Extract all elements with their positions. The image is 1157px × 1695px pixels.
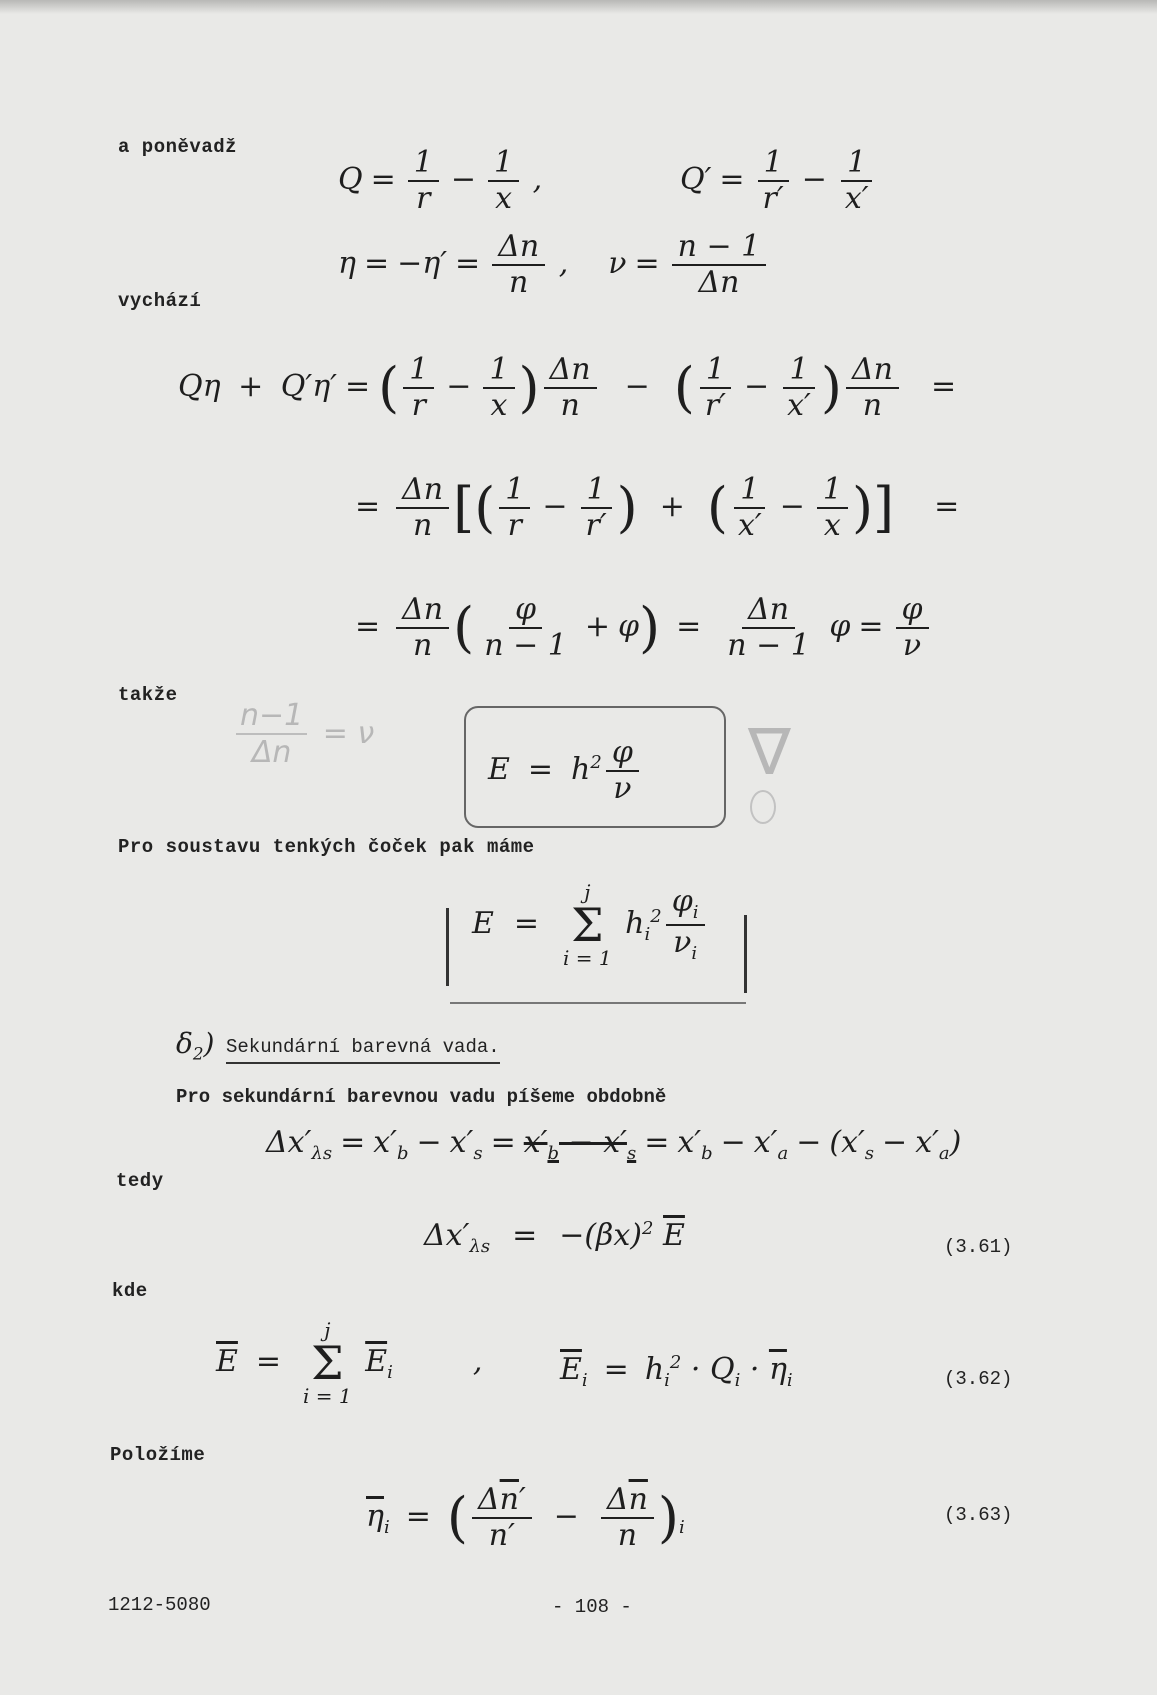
equation-Q-definition: Q = $\frac{1}{r}$ − $\frac{1}{x}$ ,: [338, 145, 543, 216]
equation-Q-eta-sum: Qη + Q′η′ = ( $\frac{1}{r}$ − $\frac{1}{x}$ ) $\frac{\Delta n}{n}$ − ( $\frac{1}{r'}$ − $\frac{1}{x'}$ ) $\frac{\Delta n}{n}$ =: [178, 352, 957, 423]
footer-page-number: - 108 -: [552, 1596, 632, 1618]
label-takze: takže: [118, 684, 178, 706]
equation-E-system: E = j Σ i = 1 $h_i^2$ $\frac{\varphi_i}{\nu_i}$: [472, 882, 709, 968]
label-polozime: Položíme: [110, 1444, 206, 1466]
equation-delta-x-result: $\Delta x'_{\lambda s} = -(\beta x)^2$ $\overline{E}$: [424, 1218, 685, 1257]
pencil-note-circle-icon: [750, 790, 776, 824]
equation-bracket-form: = $\frac{\Delta n}{n}$ [( $\frac{1}{r}$ − $\frac{1}{r'}$ ) + ( $\frac{1}{x'}$ − $\frac{1}{x}$ )] =: [355, 472, 960, 543]
equation-E-bar-sum: $\overline{E}$ = j Σ i = 1 $\overline{E}_i$ ,: [216, 1318, 483, 1408]
bracket-left: [446, 908, 449, 986]
equation-phi-form: = $\frac{\Delta n}{n}$ ( $\frac{\varphi}{n - 1}$ + φ) = $\frac{\Delta n}{n - 1}$ φ = $\frac{\varphi}{\nu}$: [355, 595, 933, 661]
section-marker-delta2: $\delta_2$): [176, 1027, 215, 1064]
equation-Q-prime-definition: Q′ = $\frac{1}{r'}$ − $\frac{1}{x'}$: [680, 148, 879, 214]
equation-delta-x-definition: $\Delta x'_{\lambda s} = x'_b - x'_s = x'_b - x'_s = x'_b - x'_a - (x'_s - x'_a)$: [266, 1125, 962, 1164]
underline-sum-equation: [450, 1002, 746, 1004]
label-tedy: tedy: [116, 1170, 164, 1192]
equation-E-bar-i: $\overline{E}_i = h_i^2 \cdot Q_i \cdot \overline{\eta}_i$: [560, 1352, 793, 1391]
equation-E-single-lens: $E = h^2$ $\frac{\varphi}{\nu}$: [488, 738, 643, 804]
equation-eta-nu: η = −η′ = $\frac{\Delta n}{n}$ , ν = $\frac{n - 1}{\Delta n}$: [338, 232, 770, 298]
equation-eta-bar: $\overline{\eta}_i$ = ( $\frac{\Delta\overline{n}'}{n'}$ − $\frac{\Delta\overline{n}}{n}$ )$_i$: [366, 1482, 685, 1553]
text-section-intro: Pro sekundární barevnou vadu píšeme obdobně: [176, 1086, 667, 1108]
footer-document-code: 1212-5080: [108, 1594, 211, 1616]
text-soustava: Pro soustavu tenkých čoček pak máme: [118, 836, 535, 858]
label-a-ponevadz: a poněvadž: [118, 136, 238, 158]
equation-number-3-61: (3.61): [944, 1236, 1013, 1258]
equation-number-3-62: (3.62): [944, 1368, 1013, 1390]
label-kde: kde: [112, 1280, 148, 1302]
scan-edge-shadow: [0, 0, 1157, 14]
section-heading: Sekundární barevná vada.: [226, 1036, 500, 1064]
equation-number-3-63: (3.63): [944, 1504, 1013, 1526]
label-vychazi: vychází: [118, 290, 202, 312]
pencil-note-nabla-icon: ∇: [748, 716, 791, 790]
bracket-right: [744, 915, 747, 993]
pencil-note-fraction: $\frac{n-1}{\Delta n}$ = ν: [236, 698, 374, 770]
